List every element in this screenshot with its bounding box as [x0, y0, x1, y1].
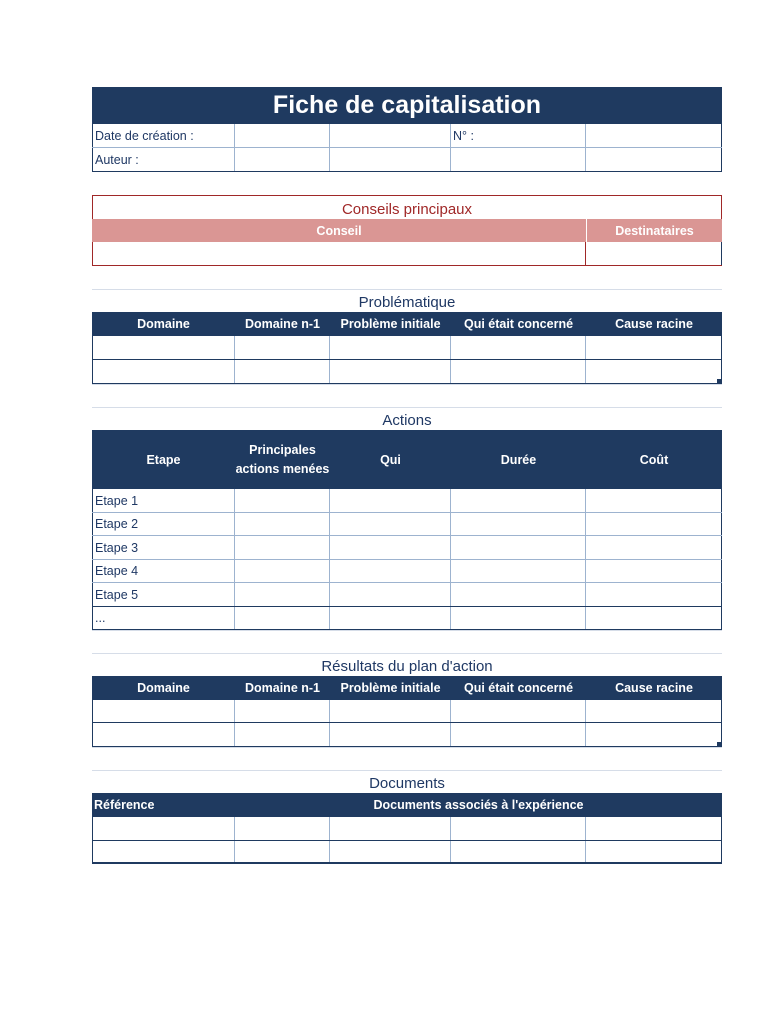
table-cell[interactable]	[451, 841, 586, 862]
actions-row	[92, 560, 722, 583]
table-cell[interactable]	[451, 817, 586, 840]
table-cell[interactable]	[451, 360, 586, 383]
table-cell[interactable]	[451, 336, 586, 359]
actions-row	[92, 489, 722, 513]
table-cell[interactable]	[330, 723, 451, 746]
sheet-title: Fiche de capitalisation	[92, 87, 722, 124]
step-label: Etape 2	[92, 513, 235, 535]
date-label: Date de création :	[92, 124, 235, 147]
number-value-cell[interactable]	[586, 124, 722, 147]
step-label: ...	[92, 607, 235, 629]
step-label: Etape 3	[92, 536, 235, 559]
actions-header-etape: Etape	[146, 452, 181, 467]
table-cell[interactable]	[92, 336, 235, 359]
author-value-cell[interactable]	[235, 148, 330, 171]
problematique-section-title: Problématique	[92, 289, 722, 312]
actions-header-cout: Coût	[639, 452, 669, 467]
table-cell[interactable]	[330, 583, 451, 606]
table-cell[interactable]	[451, 723, 586, 746]
table-cell[interactable]	[451, 536, 586, 559]
table-cell[interactable]	[586, 583, 722, 606]
documents-header-reference: Référence	[94, 798, 155, 812]
resultats-row	[92, 700, 722, 723]
table-cell[interactable]	[92, 700, 235, 722]
table-cell[interactable]	[586, 336, 722, 359]
table-cell[interactable]	[586, 607, 722, 629]
table-cell[interactable]	[235, 723, 330, 746]
spacer-row	[92, 747, 722, 770]
documents-section-title: Documents	[92, 770, 722, 793]
actions-row	[92, 607, 722, 630]
table-cell[interactable]	[330, 513, 451, 535]
table-cell[interactable]	[235, 489, 330, 512]
table-cell[interactable]	[586, 723, 722, 746]
meta-row-author	[92, 148, 722, 172]
table-cell[interactable]	[330, 336, 451, 359]
conseil-cell[interactable]	[92, 242, 586, 265]
actions-header-row	[92, 430, 722, 489]
table-cell[interactable]	[235, 536, 330, 559]
table-cell[interactable]	[451, 560, 586, 582]
table-cell[interactable]	[92, 360, 235, 383]
actions-header-principales: Principales actions menées	[235, 442, 330, 476]
problematique-row	[92, 360, 722, 384]
step-label: Etape 1	[92, 489, 235, 512]
table-cell[interactable]	[586, 489, 722, 512]
table-cell[interactable]	[330, 700, 451, 722]
table-cell[interactable]	[330, 536, 451, 559]
problematique-header-concerne: Qui était concerné	[463, 317, 574, 331]
table-cell[interactable]	[330, 360, 451, 383]
resultats-header-domaine-n1: Domaine n-1	[244, 681, 320, 695]
table-cell[interactable]	[586, 817, 722, 840]
table-cell[interactable]	[586, 841, 722, 862]
conseil-column-header: Conseil	[316, 223, 362, 238]
resultats-section-title: Résultats du plan d'action	[92, 653, 722, 676]
documents-header-associes: Documents associés à l'expérience	[373, 798, 584, 812]
author-value-cell-2[interactable]	[330, 148, 451, 171]
resize-handle-icon[interactable]	[717, 742, 721, 746]
resultats-header-domaine: Domaine	[137, 681, 190, 695]
spacer-row	[92, 630, 722, 653]
table-cell[interactable]	[330, 560, 451, 582]
problematique-header-cause: Cause racine	[615, 317, 693, 331]
table-cell[interactable]	[235, 700, 330, 722]
resultats-header-probleme: Problème initiale	[340, 681, 441, 695]
table-cell[interactable]	[451, 607, 586, 629]
step-label: Etape 5	[92, 583, 235, 606]
resultats-header-row	[92, 676, 722, 700]
actions-row	[92, 583, 722, 607]
documents-header-row	[92, 793, 722, 817]
conseils-header-row	[92, 219, 722, 242]
resultats-header-concerne: Qui était concerné	[463, 681, 574, 695]
table-cell[interactable]	[235, 336, 330, 359]
table-cell[interactable]	[451, 700, 586, 722]
documents-row	[92, 841, 722, 864]
table-cell[interactable]	[92, 723, 235, 746]
table-cell[interactable]	[235, 841, 330, 862]
table-cell[interactable]	[451, 513, 586, 535]
table-cell[interactable]	[586, 360, 722, 383]
actions-row	[92, 536, 722, 560]
table-cell[interactable]	[451, 489, 586, 512]
table-cell[interactable]	[586, 536, 722, 559]
problematique-header-probleme: Problème initiale	[340, 317, 441, 331]
date-value-cell[interactable]	[235, 124, 330, 147]
table-cell[interactable]	[235, 607, 330, 629]
documents-row	[92, 817, 722, 841]
problematique-header-domaine-n1: Domaine n-1	[244, 317, 320, 331]
meta-row-date	[92, 124, 722, 148]
destinataires-column-header: Destinataires	[586, 219, 722, 242]
table-cell[interactable]	[235, 560, 330, 582]
actions-row	[92, 513, 722, 536]
table-cell[interactable]	[586, 513, 722, 535]
conseils-section-title: Conseils principaux	[92, 195, 722, 219]
date-value-cell-2[interactable]	[330, 124, 451, 147]
author-label: Auteur :	[92, 148, 235, 171]
resize-handle-icon[interactable]	[717, 379, 721, 383]
table-cell[interactable]	[330, 489, 451, 512]
table-cell[interactable]	[330, 817, 451, 840]
step-label: Etape 4	[92, 560, 235, 582]
table-cell[interactable]	[92, 841, 235, 862]
table-cell[interactable]	[330, 607, 451, 629]
table-cell[interactable]	[586, 560, 722, 582]
problematique-row	[92, 336, 722, 360]
actions-section-title: Actions	[92, 407, 722, 430]
table-cell[interactable]	[92, 817, 235, 840]
table-cell[interactable]	[330, 841, 451, 862]
capitalisation-sheet	[92, 87, 722, 864]
author-value-cell-4[interactable]	[586, 148, 722, 171]
table-cell[interactable]	[586, 700, 722, 722]
resultats-header-cause: Cause racine	[615, 681, 693, 695]
actions-header-qui: Qui	[380, 452, 401, 467]
conseils-row	[92, 242, 722, 266]
table-cell[interactable]	[235, 583, 330, 606]
table-cell[interactable]	[451, 583, 586, 606]
problematique-header-domaine: Domaine	[137, 317, 190, 331]
spacer-row	[92, 172, 722, 195]
number-label: N° :	[451, 124, 586, 147]
destinataires-cell[interactable]	[586, 242, 722, 265]
spacer-row	[92, 266, 722, 289]
resultats-row	[92, 723, 722, 747]
actions-header-duree: Durée	[500, 452, 537, 467]
table-cell[interactable]	[235, 513, 330, 535]
table-cell[interactable]	[235, 360, 330, 383]
author-value-cell-3[interactable]	[451, 148, 586, 171]
spacer-row	[92, 384, 722, 407]
table-cell[interactable]	[235, 817, 330, 840]
problematique-header-row	[92, 312, 722, 336]
